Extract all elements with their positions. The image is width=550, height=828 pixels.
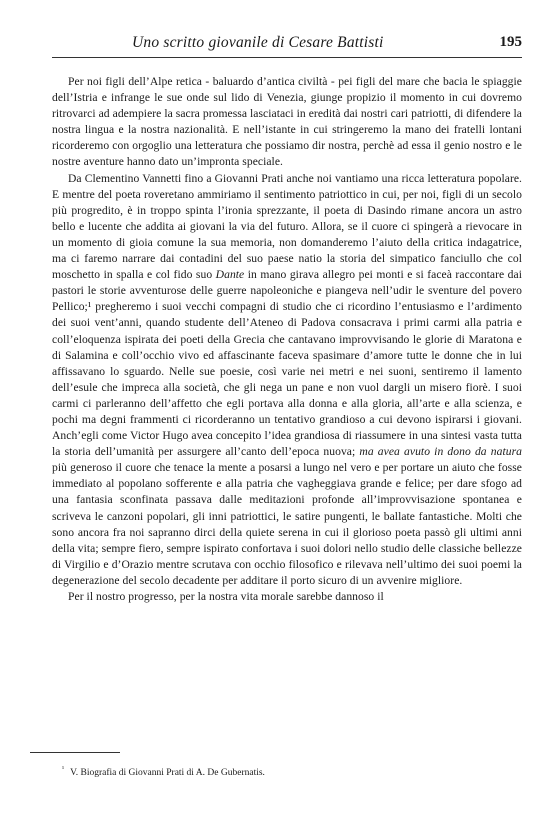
- footnote: [52, 763, 502, 779]
- running-title: Uno scritto giovanile di Cesare Battisti: [132, 34, 384, 51]
- running-head: [52, 34, 522, 54]
- body-text: [52, 74, 522, 605]
- paragraph-2-part-a: Da Clementino Vannetti fino a Giovanni Prati anche noi vantiamo una ricca letteratura popolare. E mentre del poeta roveretano ammiriamo il sentimento patriottico in cui, per noi, figli di un secolo più progredito, è in troppo spinta l’ironia sprezzante, il poeta di Dasindo rimane ancora un astro bello e lucente che addita ai giovani la via del futuro. Allora, se il cuore ci spingerà a rievocare in un momento di gioia comune la sua memoria, non domanderemo l’aiuto della critica indagatrice, ma ci faremo narrare dai contadini del suo paese natio la storia del simpatico fanciullo che col moschetto in spalla e col fido suo: [52, 171, 522, 282]
- paragraph-2-part-d: più generoso il cuore che tenace la mente a posarsi a lungo nel vero e per portare un aiuto che fosse immediato al popolano sofferente e alla patria che vagheggiava grande e felice; per dare sfogo ad una fantasia sconfinata passava dalle meditazioni profonde all’improvvisazione spontanea e scriveva le canzoni popolari, gli inni patriottici, le satire pungenti, le ballate fantastiche. Molti che sono ancora fra noi sapranno dirci della quiete serena in cui il glorioso poeta passò gli ultimi anni della vita; sempre fiero, sempre ispirato confortava i suoi dolori nello studio delle classiche bellezze di Virgilio e d’Orazio mentre scrutava con occhio filosofico e rilevava nell’ultimo dei suoi poemi la degenerazione del secolo decadente per additare il porto sicuro di un avvenire migliore.: [52, 461, 522, 587]
- paragraph-2-part-b: in mano girava allegro pei monti e si faceà raccontare dai pastori le storie avventurose delle guerre napoleoniche e piangeva nell’udir le sventure del povero Pellico;: [52, 268, 522, 314]
- footnote-reference[interactable]: ¹: [87, 300, 92, 314]
- footnote-rule: [30, 752, 120, 753]
- italic-phrase: ma avea avuto in dono da natura: [359, 445, 522, 459]
- page-number: 195: [499, 34, 522, 50]
- paragraph-2: [52, 171, 522, 589]
- footnote-text: V. Biografia di Giovanni Prati di A. De Gubernatis.: [70, 768, 265, 779]
- paragraph-3: Per il nostro progresso, per la nostra vita morale sarebbe dannoso il: [68, 590, 384, 603]
- dante-title: Dante: [215, 268, 245, 282]
- footnote-mark: ¹: [62, 765, 65, 773]
- paragraph-1: Per noi figli dell’Alpe retica - baluardo d’antica civiltà - pei figli del mare che bacia le spiaggie dell’Istria e infrange le sue onde sul lido di Venezia, giunge propizio il momento in cui dovremo ritrovarci ad adempiere la sacra promessa lasciataci in eredità dai nostri cari patriotti, di difendere la nostra lingua e la nostra nazionalità. E nell’istante in cui stringeremo la mano dei fratelli lontani ricorderemo con orgoglio una letteratura che possiamo dir nostra, perchè ad essa il genio nostro e le nostre aventure hanno dato un’impronta speciale.: [52, 75, 522, 169]
- header-rule: [52, 57, 522, 58]
- paragraph-2-part-c: pregheremo i suoi vecchi compagni di studio che ci ricordino l’entusiasmo e l’ardimento dei suoi vent’anni, quando studente dell’Ateneo di Padova consacrava i primi carmi alla patria e coll’eloquenza ispirata dei poeti della Grecia che cantavano improvvisando le glorie di Maratona e di Salamina e coll’occhio vivo ed affascinante faceva spasimare d’amore tutte le donne che in lui affissavano lo sguardo. Nelle sue poesie, così varie nei metri e nei suoni, sentiremo il lamento dell’esule che impreca alla società, che gli nega un pane e non vuol dargli un misero fiorè. I suoi carmi ci parleranno dell’affetto che egli portava alla donna e alla gloria, all’arte e alla scienza, e pochi ma degni frammenti ci ricorderanno un tentativo grandioso a cui devono ispirarsi i giovani. Anch’egli come Victor Hugo avea concepito l’idea grandiosa di riassumere in una sintesi vasta tutta la storia dell’umanità per assurgere all’canto dell’epoca nuova;: [52, 300, 522, 459]
